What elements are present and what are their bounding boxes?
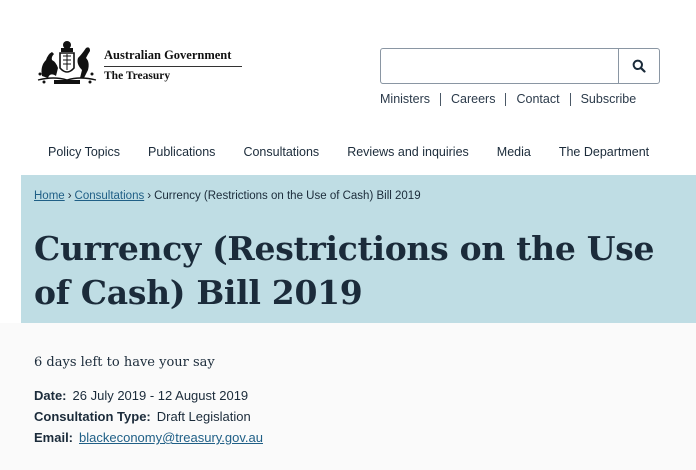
utility-nav bbox=[380, 92, 636, 106]
breadcrumb-separator: › bbox=[147, 190, 152, 202]
consultation-type-row bbox=[34, 409, 251, 424]
days-left-notice: 6 days left to have your say bbox=[34, 355, 215, 370]
divider bbox=[570, 93, 571, 106]
divider bbox=[505, 93, 506, 106]
divider bbox=[440, 93, 441, 106]
email-link[interactable]: blackeconomy@treasury.gov.au bbox=[79, 430, 263, 445]
nav-item-consultations[interactable]: Consultations bbox=[243, 145, 320, 159]
page-hero bbox=[21, 175, 696, 323]
breadcrumb-current: Currency (Restrictions on the Use of Cash) Bill 2019 bbox=[154, 190, 421, 202]
breadcrumb-home-link[interactable]: Home bbox=[34, 190, 65, 202]
government-name: Australian Government bbox=[104, 48, 242, 67]
utility-link-contact[interactable]: Contact bbox=[516, 92, 560, 106]
breadcrumb bbox=[34, 190, 421, 202]
consultation-type-label: Consultation Type: bbox=[34, 409, 151, 424]
search-input[interactable] bbox=[381, 49, 618, 83]
email-label: Email: bbox=[34, 430, 74, 445]
search-box bbox=[380, 48, 660, 84]
breadcrumb-separator: › bbox=[67, 190, 72, 202]
coat-of-arms-icon bbox=[34, 38, 100, 86]
nav-item-policy-topics[interactable]: Policy Topics bbox=[48, 145, 121, 159]
government-logo[interactable] bbox=[34, 38, 242, 86]
consultation-type-value: Draft Legislation bbox=[156, 409, 251, 424]
main-nav bbox=[34, 145, 677, 159]
utility-link-subscribe[interactable]: Subscribe bbox=[580, 92, 637, 106]
utility-link-ministers[interactable]: Ministers bbox=[380, 92, 431, 106]
nav-item-reviews-and-inquiries[interactable]: Reviews and inquiries bbox=[347, 145, 469, 159]
email-row bbox=[34, 430, 263, 445]
breadcrumb-consultations-link[interactable]: Consultations bbox=[74, 190, 145, 202]
page-title: Currency (Restrictions on the Use of Cash) Bill 2019 bbox=[34, 229, 655, 312]
date-value: 26 July 2019 - 12 August 2019 bbox=[72, 388, 249, 403]
nav-item-media[interactable]: Media bbox=[496, 145, 531, 159]
search-button[interactable] bbox=[618, 49, 659, 83]
date-label: Date: bbox=[34, 388, 67, 403]
search-icon bbox=[632, 59, 646, 73]
consultation-details bbox=[0, 323, 696, 470]
nav-item-publications[interactable]: Publications bbox=[148, 145, 216, 159]
utility-link-careers[interactable]: Careers bbox=[451, 92, 496, 106]
nav-item-the-department[interactable]: The Department bbox=[558, 145, 650, 159]
date-row bbox=[34, 388, 248, 403]
department-name: The Treasury bbox=[104, 70, 171, 82]
